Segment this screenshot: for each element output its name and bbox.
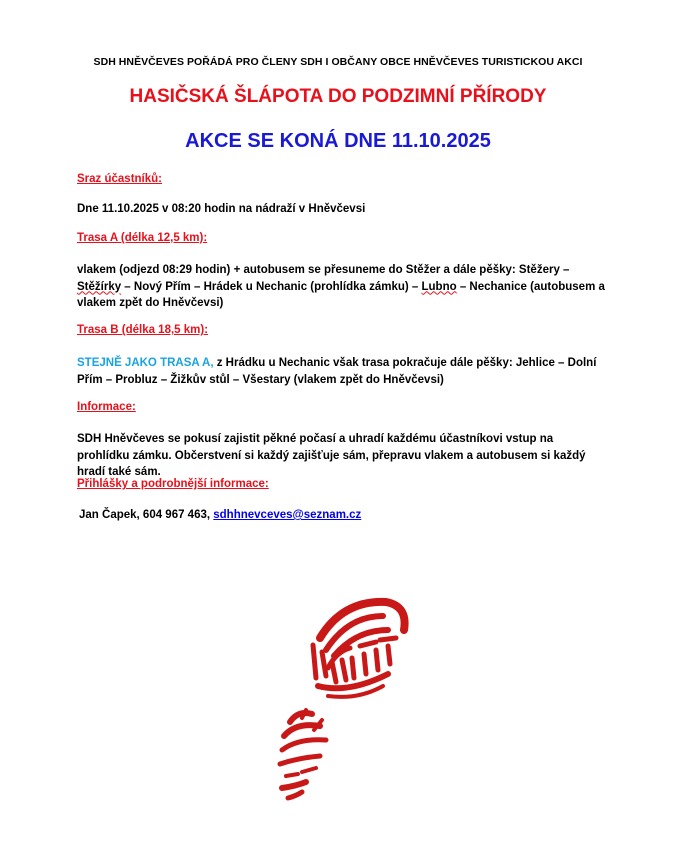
sraz-heading: Sraz účastníků: <box>77 173 162 185</box>
trasa-a-text <box>77 262 607 312</box>
trasa-a-text-part3: – Nechanice (autobusem a vlakem zpět do Hněvčevsi) <box>77 280 605 309</box>
footprint-icon <box>268 590 418 805</box>
trasa-b-text-rest: z Hrádku u Nechanic však trasa pokračuje dále pěšky: Jehlice – Dolní Přím – Probluz – Žižkův stůl – Všestary (vlakem zpět do Hněvčevsi) <box>77 357 597 386</box>
informace-heading: Informace: <box>77 401 136 413</box>
upper-sole <box>313 602 405 697</box>
contact-line <box>79 507 609 524</box>
event-date: AKCE SE KONÁ DNE 11.10.2025 <box>185 130 491 152</box>
trasa-a-text-part1: vlakem (odjezd 08:29 hodin) + autobusem se přesuneme do Stěžer a dále pěšky: Stěžery – <box>77 264 570 276</box>
sraz-text: Dne 11.10.2025 v 08:20 hodin na nádraží v Hněvčevsi <box>77 203 366 215</box>
trasa-b-highlight: STEJNĚ JAKO TRASA A, <box>77 357 214 369</box>
word-lubno: Lubno <box>421 280 457 293</box>
trasa-a-text-part2: – Nový Přím – Hrádek u Nechanic (prohlídka zámku) – <box>121 280 422 293</box>
prihlasky-heading: Přihlášky a podrobnější informace: <box>77 478 269 490</box>
trasa-b-text <box>77 355 607 388</box>
email-link[interactable]: sdhhnevceves@seznam.cz <box>213 509 362 521</box>
informace-text: SDH Hněvčeves se pokusí zajistit pěkné počasí a uhradí každému účastníkovi vstup na prohlídku zámku. Občerstvení si každý zajišťuje sám, přepravu vlakem a autobusem si každý hradí také sám. <box>77 433 586 478</box>
contact-text: Jan Čapek, 604 967 463, <box>79 509 214 521</box>
word-stezirky: Stěžírky <box>77 280 122 293</box>
intro-line: SDH HNĚVČEVES POŘÁDÁ PRO ČLENY SDH I OBČANY OBCE HNĚVČEVES TURISTICKOU AKCI <box>93 56 583 68</box>
trasa-a-heading: Trasa A (délka 12,5 km): <box>77 232 208 244</box>
event-title: HASIČSKÁ ŠLÁPOTA DO PODZIMNÍ PŘÍRODY <box>129 86 547 107</box>
trasa-b-heading: Trasa B (délka 18,5 km): <box>77 324 209 336</box>
lower-sole <box>280 710 326 798</box>
